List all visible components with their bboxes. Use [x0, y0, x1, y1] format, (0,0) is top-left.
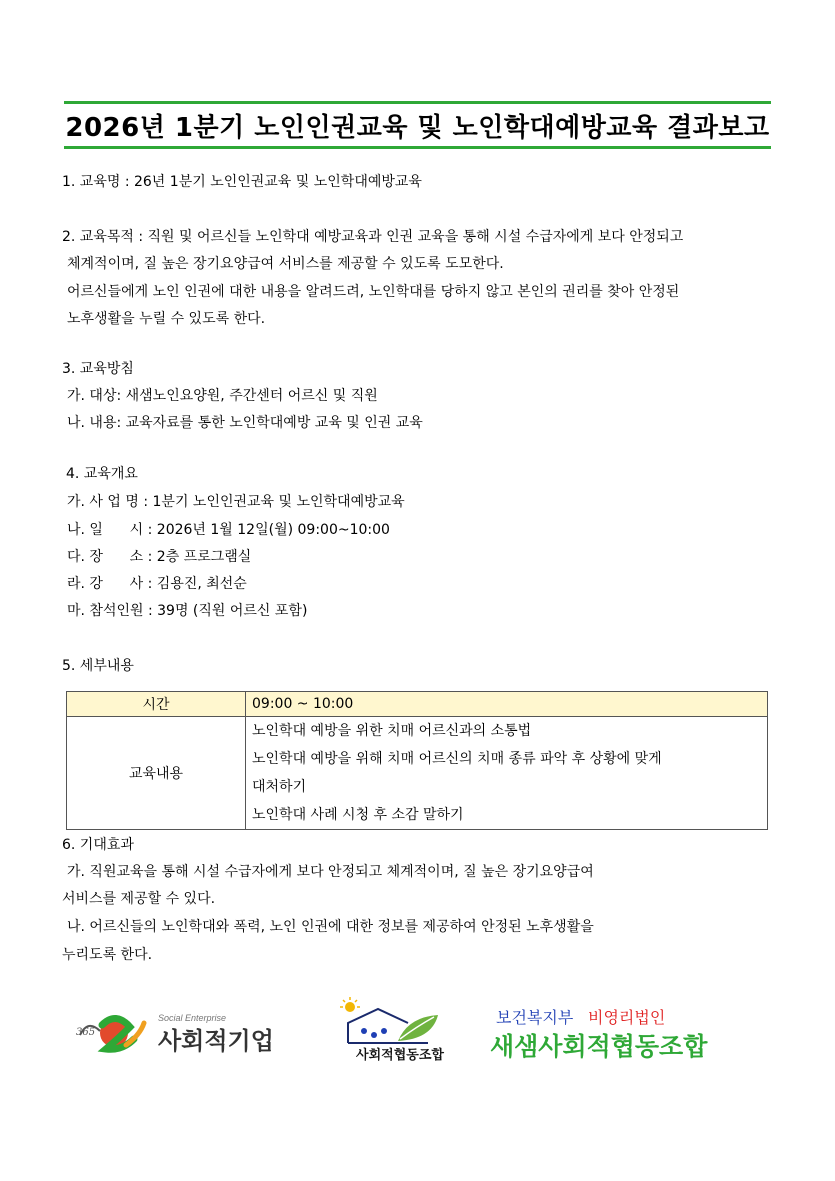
section3-item: 나. 내용: 교육자료를 통한 노인학대예방 교육 및 인권 교육: [67, 415, 423, 431]
section4-item: 다. 장 소 : 2층 프로그램실: [67, 549, 252, 565]
content-line: 노인학대 예방을 위한 치매 어르신과의 소통법: [252, 723, 532, 739]
section1-text: 1. 교육명 : 26년 1분기 노인인권교육 및 노인학대예방교육: [62, 174, 422, 190]
section6-line4: 누리도록 한다.: [62, 947, 153, 963]
section2-line4: 노후생활을 누릴 수 있도록 한다.: [67, 311, 266, 327]
coop-logo: [320, 995, 480, 1065]
section6-line1: 가. 직원교육을 통해 시설 수급자에게 보다 안정되고 체계적이며, 질 높은 장기요양급여: [67, 864, 594, 880]
section2-line2: 체계적이며, 질 높은 장기요양급여 서비스를 제공할 수 있도록 도모한다.: [67, 256, 504, 272]
section4-item: 마. 참석인원 : 39명 (직원 어르신 포함): [67, 603, 308, 619]
house-icon: [348, 1009, 438, 1043]
section5-heading: 5. 세부내용: [62, 658, 134, 674]
svg-text:365: 365: [76, 1027, 96, 1038]
social-enterprise-logo: [70, 1005, 305, 1055]
social-enterprise-text: 사회적기업: [158, 1027, 274, 1055]
section2-line3: 어르신들에게 노인 인권에 대한 내용을 알려드려, 노인학대를 당하지 않고 본인의 권리를 찾아 안정된: [67, 284, 680, 300]
title-banner: [64, 101, 771, 149]
table-row: [67, 692, 768, 717]
section3-heading: 3. 교육방침: [62, 361, 134, 377]
section2-line1: 2. 교육목적 : 직원 및 어르신들 노인학대 예방교육과 인권 교육을 통해 시설 수급자에게 보다 안정되고: [62, 229, 684, 245]
page-title: 2026년 1분기 노인인권교육 및 노인학대예방교육 결과보고: [65, 112, 770, 143]
org-name-logo: [488, 1003, 738, 1059]
section6-heading: 6. 기대효과: [62, 837, 134, 853]
table-row: [67, 717, 768, 830]
content-cell: [246, 717, 768, 830]
section6-line2: 서비스를 제공할 수 있다.: [62, 891, 216, 907]
section4-item: 나. 일 시 : 2026년 1월 12일(월) 09:00~10:00: [67, 522, 390, 538]
ministry-text: 보건복지부: [496, 1008, 574, 1027]
section6-line3: 나. 어르신들의 노인학대와 폭력, 노인 인권에 대한 정보를 제공하여 안정된 노후생활을: [67, 919, 594, 935]
section4-item: 라. 강 사 : 김용진, 최선순: [67, 576, 247, 592]
section4-heading: 4. 교육개요: [66, 466, 138, 482]
logo-area: [0, 995, 835, 1065]
detail-table: [66, 691, 768, 830]
section3-item: 가. 대상: 새샘노인요양원, 주간센터 어르신 및 직원: [67, 388, 378, 404]
time-value: 09:00 ~ 10:00: [246, 692, 768, 717]
sun-icon: [340, 997, 360, 1012]
content-line: 대처하기: [252, 779, 307, 795]
social-enterprise-small: Social Enterprise: [158, 1013, 227, 1023]
nonprofit-text: 비영리법인: [588, 1008, 666, 1027]
content-label: 교육내용: [67, 717, 246, 830]
section4-item: 가. 사 업 명 : 1분기 노인인권교육 및 노인학대예방교육: [67, 494, 405, 510]
coop-small-text: 사회적협동조합: [356, 1048, 444, 1063]
content-line: 노인학대 사례 시청 후 소감 말하기: [252, 807, 464, 823]
org-name-text: 새샘사회적협동조합: [490, 1032, 708, 1059]
content-line: 노인학대 예방을 위해 치매 어르신의 치매 종류 파악 후 상황에 맞게: [252, 751, 662, 767]
time-label: 시간: [67, 692, 246, 717]
